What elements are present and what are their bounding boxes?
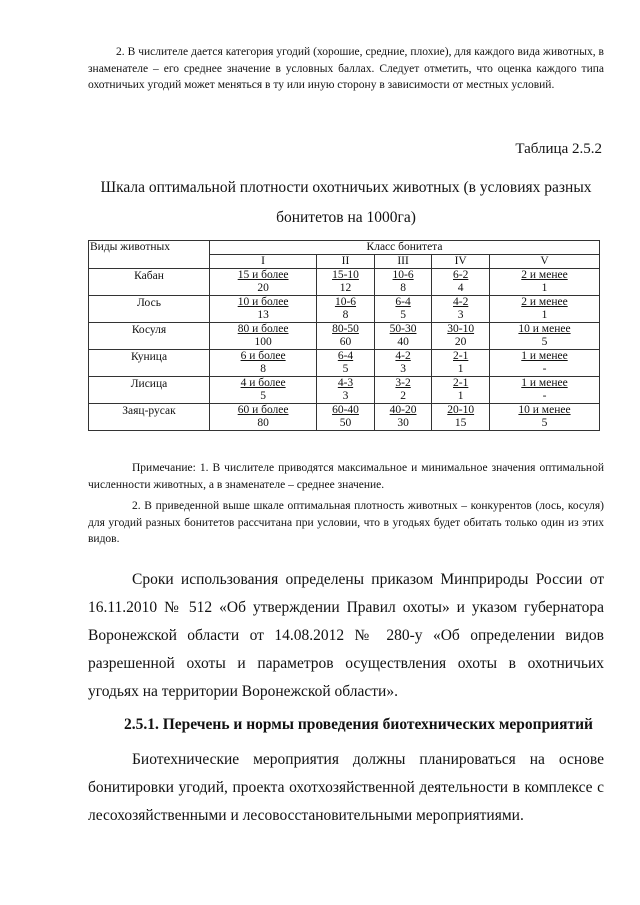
biotech-paragraph: Биотехнические мероприятия должны планироваться на основе бонитировки угодий, проекта охотхозяйственной деятельности в комплексе с лесохозяйственными и лесовосстановительными мероприятиями. xyxy=(88,751,604,824)
range-cell xyxy=(489,296,599,310)
density-range: 10-6 xyxy=(392,269,414,281)
range-cell xyxy=(489,350,599,364)
range-cell xyxy=(374,323,432,337)
density-range: 2 и менее xyxy=(521,269,568,281)
mean-value: 40 xyxy=(374,336,432,350)
table-row xyxy=(89,296,600,310)
density-range: 80-50 xyxy=(332,323,359,335)
range-cell xyxy=(432,323,490,337)
range-cell xyxy=(374,377,432,391)
density-range: 3-2 xyxy=(395,377,411,389)
animal-name: Лось xyxy=(89,296,210,323)
class-header: I xyxy=(210,255,317,269)
range-cell xyxy=(317,323,375,337)
animal-name: Лисица xyxy=(89,377,210,404)
mean-value: 8 xyxy=(210,363,317,377)
mean-value: 5 xyxy=(374,309,432,323)
mean-value: 5 xyxy=(317,363,375,377)
terms-paragraph: Сроки использования определены приказом Минприроды России от 16.11.2010 № 512 «Об утверждении Правил охоты» и указом губернатора Воронежской области от 14.08.2012 № 280-у «Об определении видов разрешенной охоты и параметров осуществления охоты в охотничьих угодьях на территории Воронежской области». xyxy=(88,571,604,700)
density-range: 2-1 xyxy=(453,377,469,389)
range-cell xyxy=(432,377,490,391)
density-range: 1 и менее xyxy=(521,350,568,362)
mean-value: 8 xyxy=(374,282,432,296)
density-range: 20-10 xyxy=(447,404,475,416)
mean-value: 4 xyxy=(432,282,490,296)
animal-name: Кабан xyxy=(89,269,210,296)
density-range: 1 и менее xyxy=(521,377,568,389)
density-range: 6-2 xyxy=(453,269,469,281)
range-cell xyxy=(432,269,490,283)
animals-column-header: Виды животных xyxy=(89,241,210,269)
density-range: 15-10 xyxy=(332,269,359,281)
density-range: 4-3 xyxy=(337,377,354,389)
mean-value: 20 xyxy=(210,282,317,296)
class-column-header: Класс бонитета xyxy=(210,241,600,255)
density-range: 30-10 xyxy=(447,323,475,335)
range-cell xyxy=(489,323,599,337)
density-range: 15 и более xyxy=(237,269,289,281)
range-cell xyxy=(489,404,599,418)
animal-name: Заяц-русак xyxy=(89,404,210,431)
mean-value: 30 xyxy=(374,417,432,431)
range-cell xyxy=(374,269,432,283)
table-row xyxy=(89,269,600,283)
density-range: 10 и более xyxy=(237,296,289,308)
range-cell xyxy=(489,377,599,391)
mean-value: 3 xyxy=(374,363,432,377)
range-cell xyxy=(210,323,317,337)
table-row xyxy=(89,377,600,391)
density-range: 10 и менее xyxy=(518,404,571,416)
density-range: 6 и более xyxy=(240,350,286,362)
density-range: 4 и более xyxy=(240,377,286,389)
density-range: 60-40 xyxy=(332,404,359,416)
density-range: 6-4 xyxy=(337,350,354,362)
mean-value: 3 xyxy=(317,390,375,404)
density-range: 10-6 xyxy=(334,296,357,308)
mean-value: 12 xyxy=(317,282,375,296)
mean-value: 3 xyxy=(432,309,490,323)
animal-name: Косуля xyxy=(89,323,210,350)
table-label: Таблица 2.5.2 xyxy=(515,141,602,157)
range-cell xyxy=(210,404,317,418)
range-cell xyxy=(432,296,490,310)
range-cell xyxy=(210,296,317,310)
density-range: 40-20 xyxy=(389,404,417,416)
mean-value: 1 xyxy=(432,390,490,404)
table-header-row xyxy=(89,241,600,255)
range-cell xyxy=(432,350,490,364)
density-range: 60 и более xyxy=(237,404,289,416)
mean-value: 5 xyxy=(210,390,317,404)
class-header: III xyxy=(374,255,432,269)
density-range: 2 и менее xyxy=(521,296,568,308)
class-header: V xyxy=(489,255,599,269)
table-row xyxy=(89,323,600,337)
density-range: 2-1 xyxy=(453,350,469,362)
range-cell xyxy=(210,377,317,391)
mean-value: 5 xyxy=(489,336,599,350)
range-cell xyxy=(374,296,432,310)
range-cell xyxy=(374,404,432,418)
mean-value: 50 xyxy=(317,417,375,431)
mean-value: 15 xyxy=(432,417,490,431)
density-range: 10 и менее xyxy=(518,323,571,335)
density-range: 80 и более xyxy=(237,323,289,335)
mean-value: 1 xyxy=(489,282,599,296)
range-cell xyxy=(317,404,375,418)
range-cell xyxy=(210,350,317,364)
mean-value: 13 xyxy=(210,309,317,323)
mean-value: - xyxy=(489,390,599,404)
note-1: Примечание: 1. В числителе приводятся максимальное и минимальное значения оптимальной численности животных, а в знаменателе – среднее значение. xyxy=(88,462,604,491)
range-cell xyxy=(210,269,317,283)
section-heading: 2.5.1. Перечень и нормы проведения биотехнических мероприятий xyxy=(124,716,593,733)
class-header: II xyxy=(317,255,375,269)
animal-name: Куница xyxy=(89,350,210,377)
mean-value: 1 xyxy=(432,363,490,377)
range-cell xyxy=(374,350,432,364)
mean-value: 2 xyxy=(374,390,432,404)
density-range: 4-2 xyxy=(395,350,411,362)
density-range: 4-2 xyxy=(453,296,469,308)
range-cell xyxy=(432,404,490,418)
intro-paragraph: 2. В числителе дается категория угодий (хорошие, средние, плохие), для каждого вида животных, в знаменателе – его среднее значение в условных баллах. Следует отметить, что оценка каждого типа охотничьих угодий может меняться в ту или иную сторону в зависимости от местных условий. xyxy=(88,46,604,91)
mean-value: 1 xyxy=(489,309,599,323)
range-cell xyxy=(317,350,375,364)
density-table xyxy=(88,240,600,431)
table-row xyxy=(89,350,600,364)
class-header: IV xyxy=(432,255,490,269)
table-title: Шкала оптимальной плотности охотничьих животных (в условиях разных бонитетов на 1000га) xyxy=(100,179,592,226)
density-range: 50-30 xyxy=(389,323,417,335)
range-cell xyxy=(489,269,599,283)
mean-value: 60 xyxy=(317,336,375,350)
mean-value: 100 xyxy=(210,336,317,350)
note-2: 2. В приведенной выше шкале оптимальная плотность животных – конкурентов (лось, косуля) для угодий разных бонитетов рассчитана при условии, что в угодьях будет обитать только один из этих видов. xyxy=(88,500,604,545)
table-row xyxy=(89,404,600,418)
range-cell xyxy=(317,269,375,283)
mean-value: 80 xyxy=(210,417,317,431)
mean-value: 8 xyxy=(317,309,375,323)
range-cell xyxy=(317,296,375,310)
mean-value: 20 xyxy=(432,336,490,350)
mean-value: - xyxy=(489,363,599,377)
density-range: 6-4 xyxy=(395,296,411,308)
mean-value: 5 xyxy=(489,417,599,431)
range-cell xyxy=(317,377,375,391)
